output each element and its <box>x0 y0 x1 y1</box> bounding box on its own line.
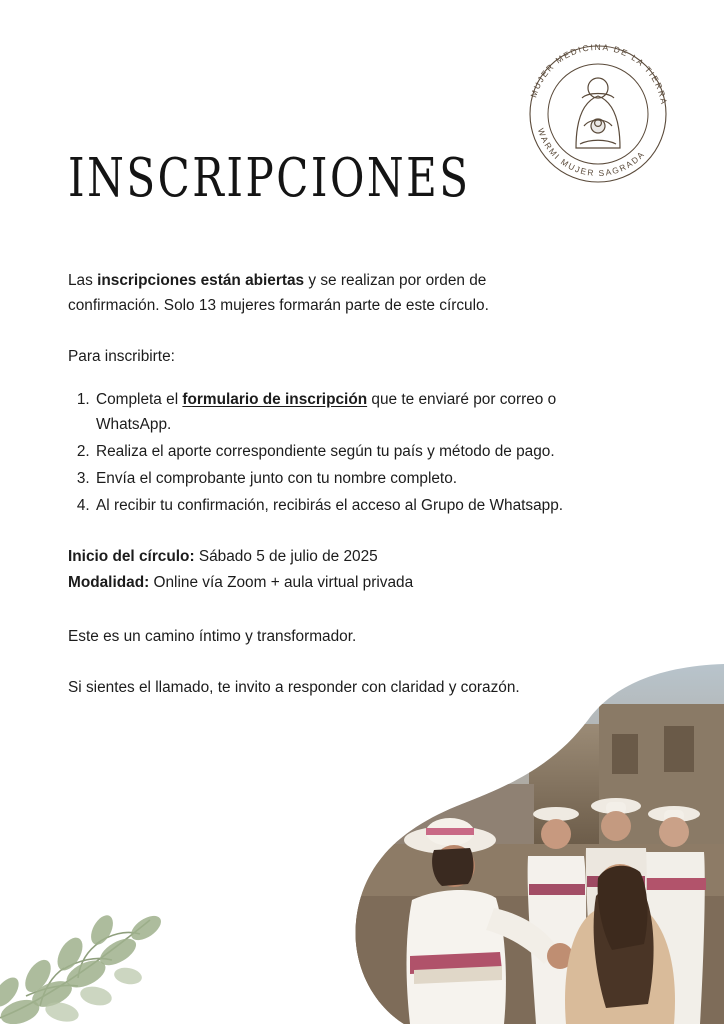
svg-text:WARMI MUJER SAGRADA: WARMI MUJER SAGRADA <box>535 126 647 179</box>
details-block <box>68 544 568 596</box>
closing-paragraph-2: Si sientes el llamado, te invito a responder con claridad y corazón. <box>68 679 520 696</box>
steps-list <box>68 387 568 518</box>
detail-start-date-value: Sábado 5 de julio de 2025 <box>194 548 378 565</box>
intro-paragraph <box>68 268 568 318</box>
closing-paragraph-1: Este es un camino íntimo y transformador. <box>68 628 357 645</box>
intro-rest: y se realizan por orden de confirmación. Solo 13 mujeres formarán parte de este círculo. <box>68 272 489 314</box>
detail-start-date-label: Inicio del círculo: <box>68 548 195 565</box>
svg-text:MUJER MEDICINA DE LA TIERRA: MUJER MEDICINA DE LA TIERRA <box>528 41 670 107</box>
page-title: INSCRIPCIONES <box>68 146 471 209</box>
subheading: Para inscribirte: <box>68 348 175 365</box>
list-item <box>94 439 568 464</box>
document-body <box>68 268 568 726</box>
detail-modality-value: Online vía Zoom + aula virtual privada <box>149 574 414 591</box>
list-item <box>94 466 568 491</box>
list-item <box>94 493 568 518</box>
step-3-pre: Envía el comprobante junto con tu nombre completo. <box>96 470 458 487</box>
detail-modality-label: Modalidad: <box>68 574 150 591</box>
women-in-traditional-andean-dress-photo <box>344 664 724 1024</box>
intro-bold: inscripciones están abiertas <box>97 272 305 289</box>
detail-modality <box>68 570 568 596</box>
step-2-pre: Realiza el aporte correspondiente según tu país y método de pago. <box>96 443 555 460</box>
step-4-pre: Al recibir tu confirmación, recibirás el acceso al Grupo de Whatsapp. <box>96 497 564 514</box>
step-1-emphasis[interactable]: formulario de inscripción <box>182 391 368 408</box>
warmi-mujer-sagrada-seal <box>510 26 686 202</box>
step-1-post: que te enviaré por correo o WhatsApp. <box>96 391 557 433</box>
list-item <box>94 387 568 437</box>
detail-start-date <box>68 544 568 570</box>
step-1-pre: Completa el <box>96 391 183 408</box>
intro-lead: Las <box>68 272 98 289</box>
olive-branch-decoration <box>0 844 240 1024</box>
